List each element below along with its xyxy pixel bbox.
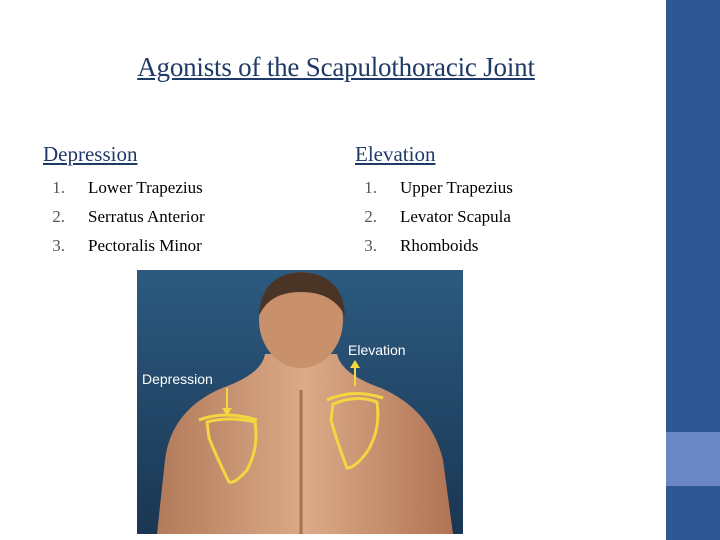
list-item-text: Upper Trapezius — [400, 178, 513, 197]
list-item-number: 1. — [52, 178, 65, 197]
depression-label: Depression — [142, 371, 213, 387]
depression-heading: Depression — [43, 142, 138, 166]
list-item-number: 3. — [364, 236, 377, 255]
list-item-text: Lower Trapezius — [88, 178, 203, 197]
list-item-number: 1. — [364, 178, 377, 197]
list-item-text: Pectoralis Minor — [88, 236, 202, 255]
list-item-text: Levator Scapula — [400, 207, 511, 226]
slide-title: Agonists of the Scapulothoracic Joint — [137, 52, 535, 82]
elevation-heading: Elevation — [355, 142, 436, 166]
shoulder-anatomy-illustration — [137, 270, 463, 534]
list-item-text: Serratus Anterior — [88, 207, 205, 226]
list-item-number: 3. — [52, 236, 65, 255]
list-item-number: 2. — [364, 207, 377, 226]
elevation-label: Elevation — [348, 342, 406, 358]
list-item-text: Rhomboids — [400, 236, 479, 255]
sidebar-accent-block — [666, 432, 720, 486]
shoulder-anatomy-photo — [137, 270, 463, 534]
list-item-number: 2. — [52, 207, 65, 226]
